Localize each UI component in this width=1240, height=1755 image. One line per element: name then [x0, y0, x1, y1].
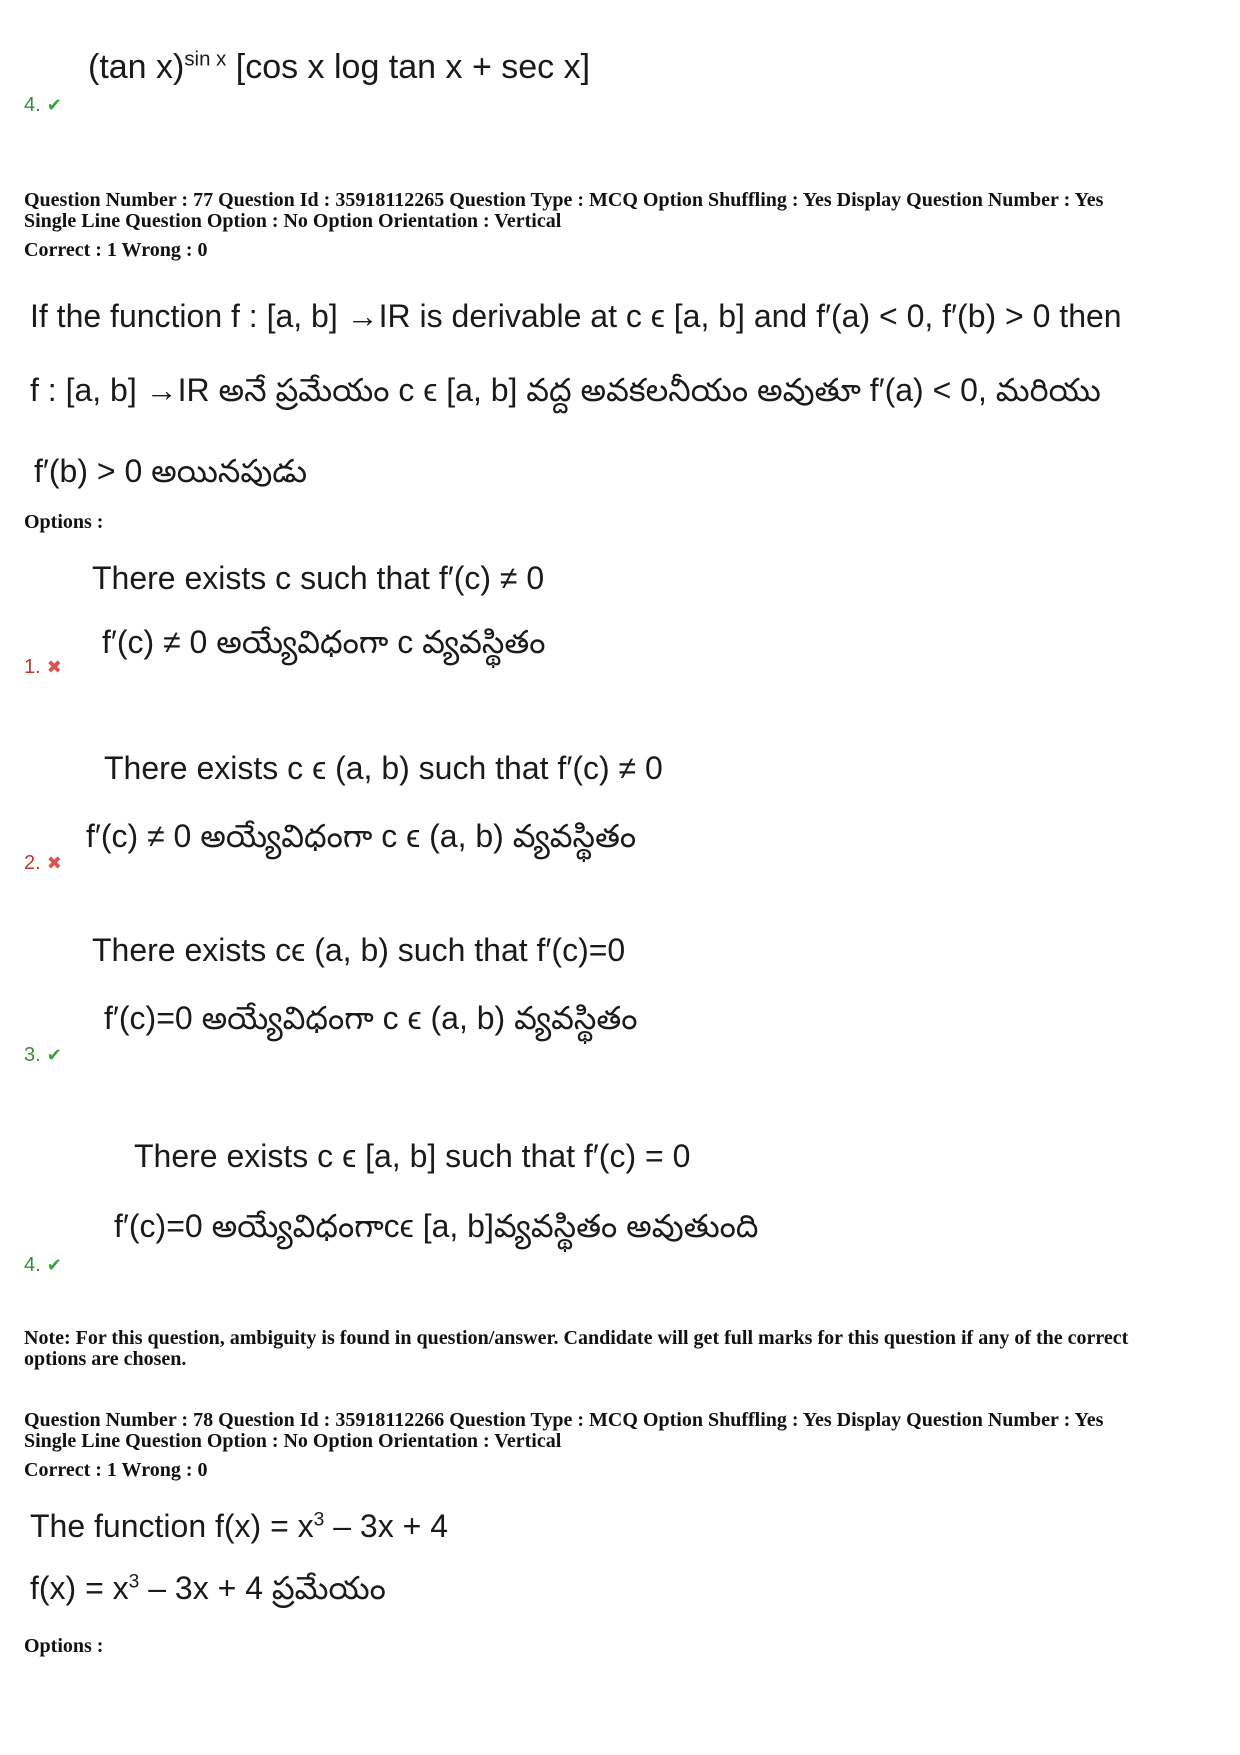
- stem-en-exponent: 3: [313, 1509, 325, 1531]
- q77-option-2-label: [24, 852, 62, 875]
- option-number: 2.: [24, 852, 41, 874]
- cross-icon: ✖: [46, 853, 62, 873]
- q77-stem-english: If the function f : [a, b] →IR is derivable at c ϵ [a, b] and f′(a) < 0, f′(b) > 0 then: [30, 298, 1122, 334]
- stem-en-post: – 3x + 4: [324, 1508, 448, 1544]
- q77-meta-line-1: Question Number : 77 Question Id : 35918112265 Question Type : MCQ Option Shuffling : Yes Display Question Number : Yes: [24, 189, 1104, 211]
- q78-meta-line-3: Correct : 1 Wrong : 0: [24, 1459, 208, 1481]
- option-number: 4.: [24, 1254, 41, 1276]
- q77-option-4-telugu: f′(c)=0 అయ్యేవిధంగాcϵ [a, b]వ్యవస్థితం అవుతుంది: [114, 1208, 759, 1244]
- cross-icon: ✖: [46, 657, 62, 677]
- q77-meta-line-2: Single Line Question Option : No Option Orientation : Vertical: [24, 210, 562, 232]
- prev-option-4-label: [24, 94, 62, 117]
- stem-te-post: – 3x + 4 ప్రమేయం: [139, 1570, 386, 1606]
- q77-option-1-label: [24, 656, 62, 679]
- q77-meta-line-3: Correct : 1 Wrong : 0: [24, 239, 208, 261]
- q77-option-1-telugu: f′(c) ≠ 0 అయ్యేవిధంగా c వ్యవస్థితం: [102, 624, 546, 660]
- prev-option-4-text: [88, 48, 590, 87]
- option-number: 3.: [24, 1044, 41, 1066]
- q77-option-2-english: There exists c ϵ (a, b) such that f′(c) ≠ 0: [104, 750, 663, 786]
- check-icon: ✔: [46, 1045, 62, 1065]
- option-number: 1.: [24, 656, 41, 678]
- option-number: 4.: [24, 94, 41, 116]
- q77-note-line-2: options are chosen.: [24, 1348, 187, 1370]
- expr-superscript: sin x: [184, 48, 227, 71]
- stem-te-pre: f(x) = x: [30, 1570, 129, 1606]
- q77-options-label: Options :: [24, 511, 104, 533]
- q77-option-4-label: [24, 1254, 62, 1277]
- q78-stem-english: [30, 1508, 448, 1545]
- q78-options-label: Options :: [24, 1635, 104, 1657]
- expr-base: (tan x): [88, 48, 185, 86]
- q77-note-line-1: Note: For this question, ambiguity is found in question/answer. Candidate will get full marks for this question if any of the correct: [24, 1327, 1129, 1349]
- q77-stem-telugu-1: f : [a, b] →IR అనే ప్రమేయం c ϵ [a, b] వద్ద అవకలనీయం అవుతూ f′(a) < 0, మరియు: [30, 372, 1101, 408]
- q77-option-3-telugu: f′(c)=0 అయ్యేవిధంగా c ϵ (a, b) వ్యవస్థితం: [104, 1000, 638, 1036]
- stem-en-pre: The function f(x) = x: [30, 1508, 314, 1544]
- q78-stem-telugu: [30, 1570, 386, 1615]
- check-icon: ✔: [46, 95, 62, 115]
- q77-option-3-english: There exists cϵ (a, b) such that f′(c)=0: [92, 932, 626, 968]
- q77-stem-telugu-2: f′(b) > 0 అయినపుడు: [34, 453, 308, 489]
- q77-option-2-telugu: f′(c) ≠ 0 అయ్యేవిధంగా c ϵ (a, b) వ్యవస్థితం: [86, 818, 637, 854]
- q78-meta-line-1: Question Number : 78 Question Id : 35918112266 Question Type : MCQ Option Shuffling : Yes Display Question Number : Yes: [24, 1409, 1104, 1431]
- q77-option-1-english: There exists c such that f′(c) ≠ 0: [92, 560, 545, 596]
- q77-option-4-english: There exists c ϵ [a, b] such that f′(c) = 0: [134, 1138, 691, 1174]
- stem-te-exponent: 3: [128, 1571, 140, 1593]
- expr-rest: [cos x log tan x + sec x]: [226, 48, 591, 86]
- q78-meta-line-2: Single Line Question Option : No Option Orientation : Vertical: [24, 1430, 562, 1452]
- q77-option-3-label: [24, 1044, 62, 1067]
- check-icon: ✔: [46, 1255, 62, 1275]
